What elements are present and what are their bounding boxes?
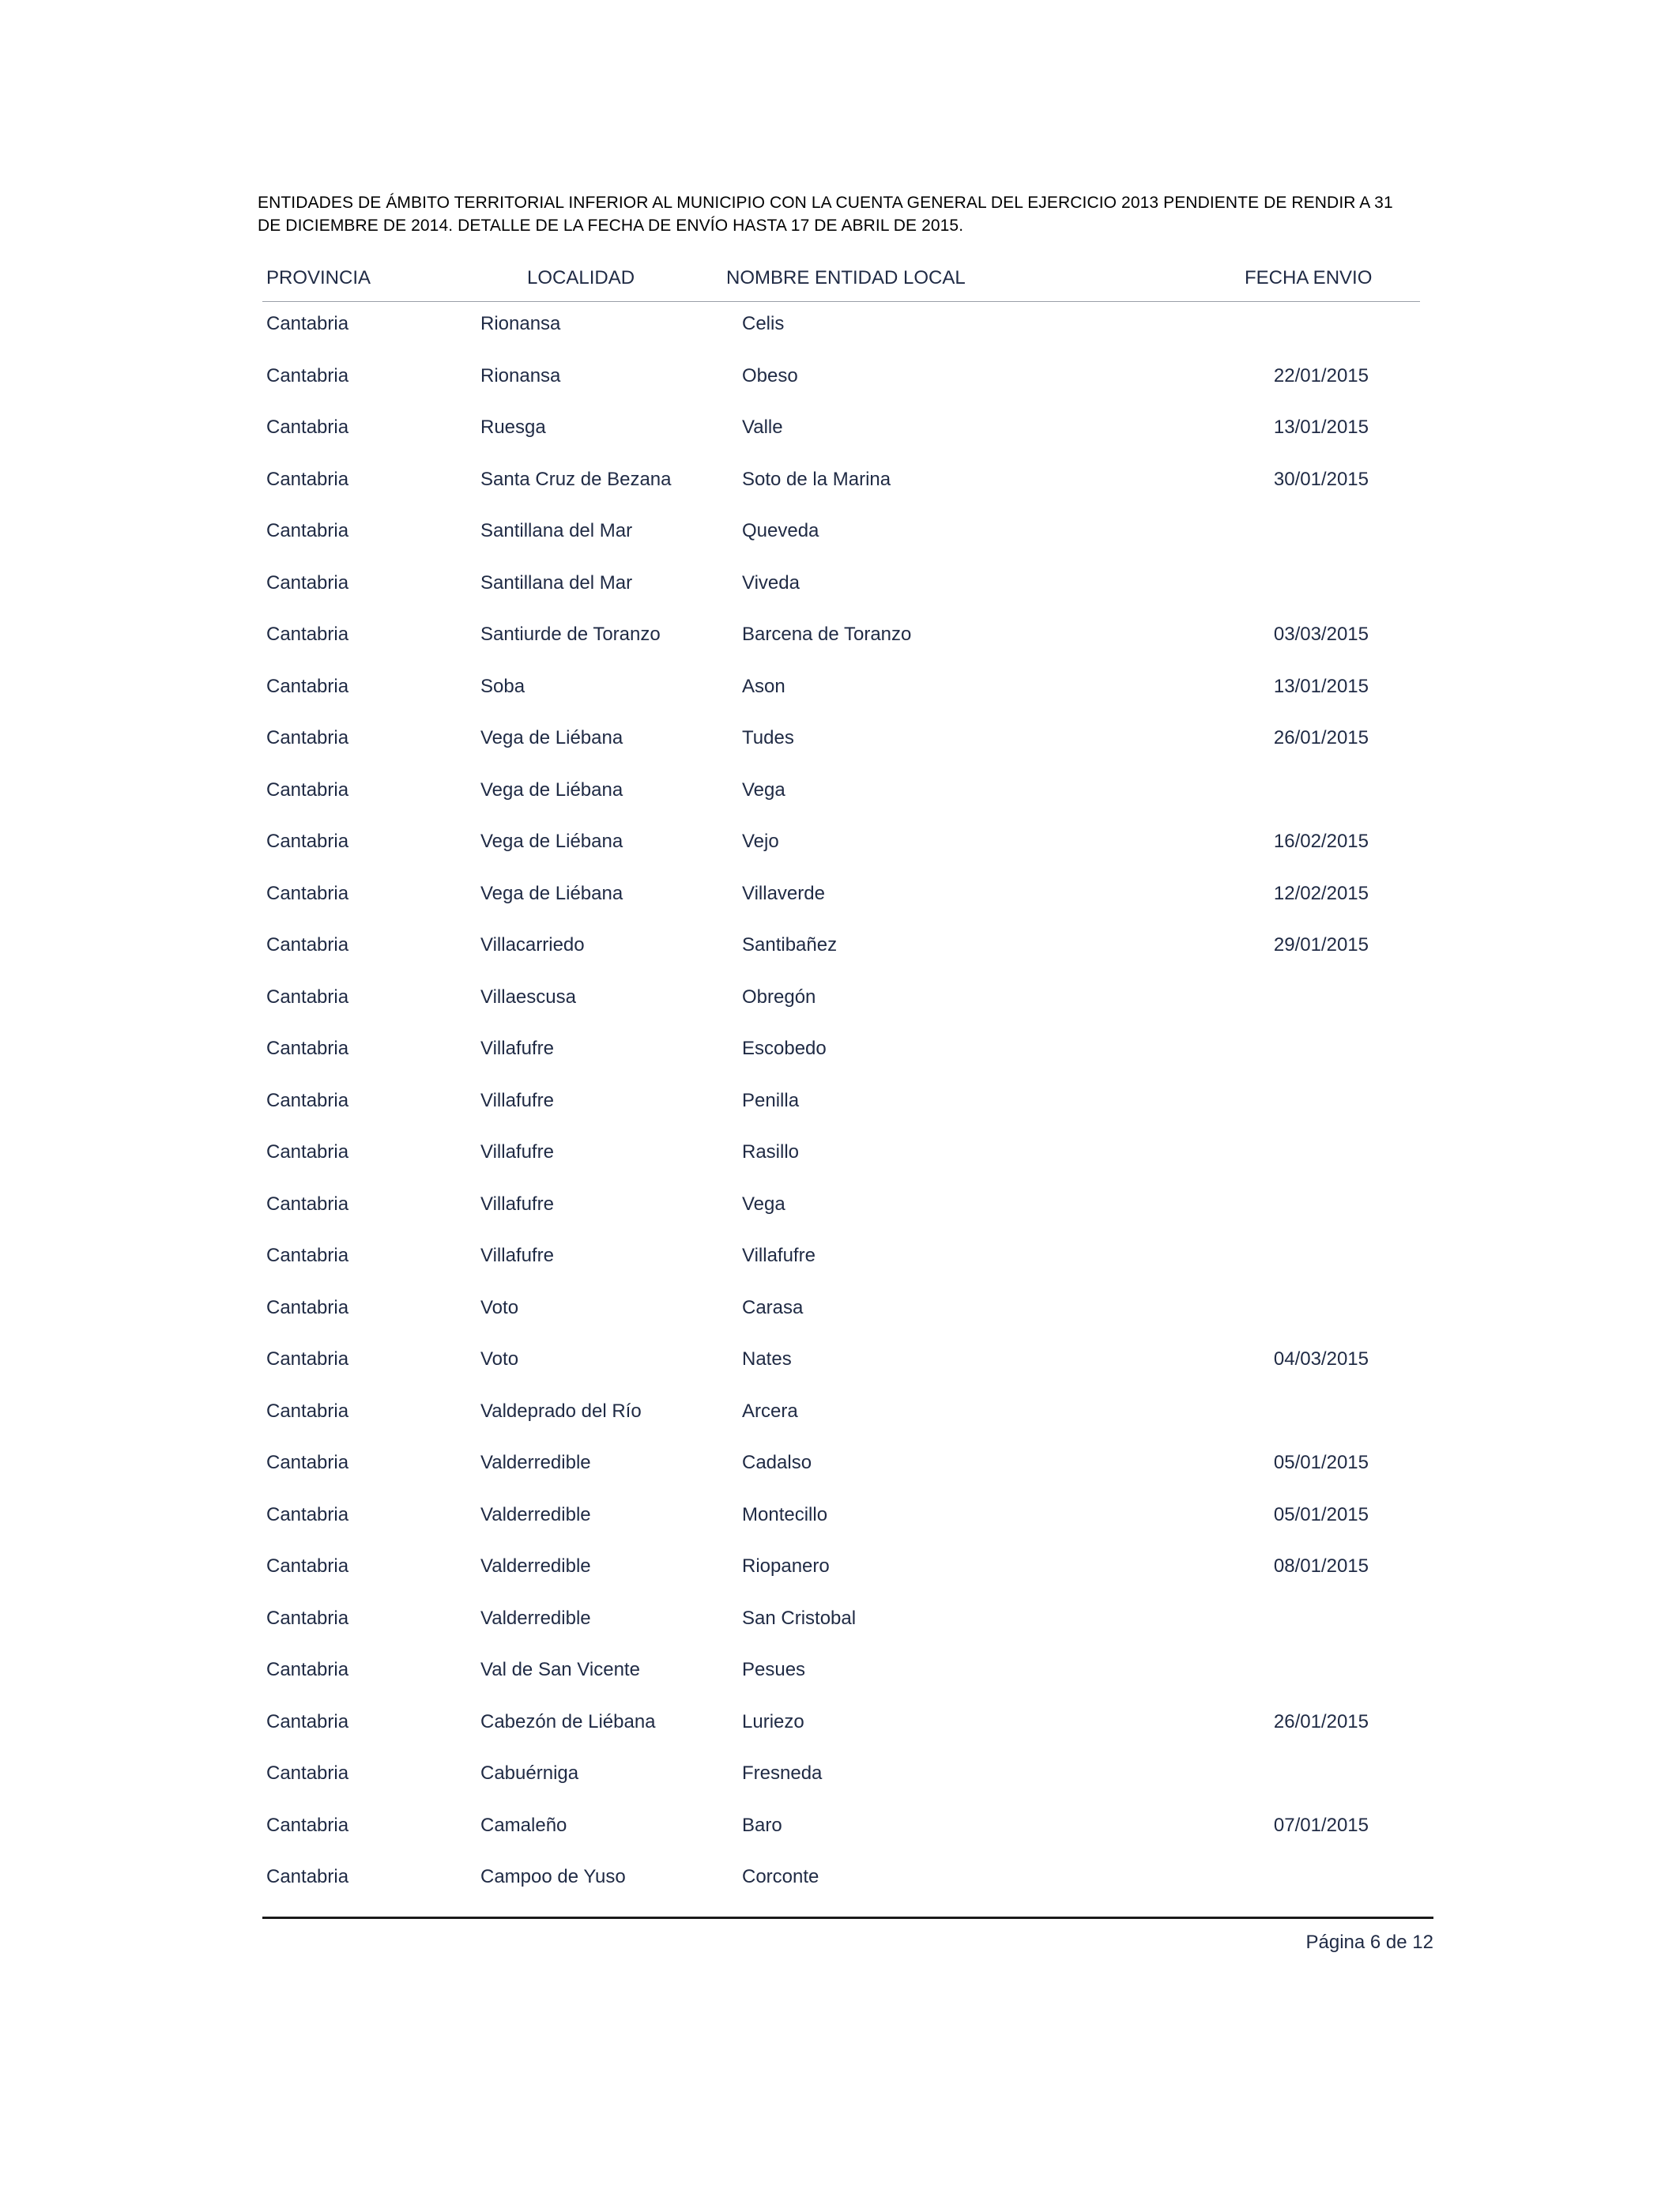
- heading-line-2: DE DICIEMBRE DE 2014. DETALLE DE LA FECHA DE ENVÍO HASTA 17 DE ABRIL DE 2015.: [258, 217, 964, 235]
- cell-fecha: 04/03/2015: [1273, 1348, 1369, 1370]
- table-row: [0, 1449, 1680, 1501]
- cell-provincia: Cantabria: [266, 1607, 349, 1629]
- cell-localidad: Villafufre: [480, 1141, 554, 1163]
- table-body: [0, 310, 1680, 1915]
- table-row: [0, 1863, 1680, 1915]
- cell-provincia: Cantabria: [266, 1089, 349, 1111]
- table-row: [0, 1138, 1680, 1190]
- cell-provincia: Cantabria: [266, 364, 349, 386]
- cell-localidad: Soba: [480, 675, 525, 697]
- column-header-entidad: NOMBRE ENTIDAD LOCAL: [726, 267, 966, 288]
- cell-fecha: 12/02/2015: [1273, 882, 1369, 904]
- cell-provincia: Cantabria: [266, 1400, 349, 1422]
- table-row: [0, 1345, 1680, 1397]
- cell-entidad: Vejo: [742, 831, 779, 852]
- cell-localidad: Vega de Liébana: [480, 727, 623, 748]
- table-row: [0, 827, 1680, 880]
- cell-fecha: 05/01/2015: [1273, 1452, 1369, 1473]
- cell-provincia: Cantabria: [266, 468, 349, 490]
- cell-localidad: Santiurde de Toranzo: [480, 624, 661, 645]
- cell-provincia: Cantabria: [266, 1245, 349, 1266]
- cell-provincia: Cantabria: [266, 1659, 349, 1680]
- cell-localidad: Cabezón de Liébana: [480, 1710, 656, 1732]
- cell-entidad: Luriezo: [742, 1710, 804, 1732]
- table-row: [0, 310, 1680, 362]
- cell-localidad: Valdeprado del Río: [480, 1400, 642, 1422]
- table-row: [0, 362, 1680, 414]
- table-row: [0, 466, 1680, 518]
- cell-localidad: Ruesga: [480, 417, 546, 438]
- cell-entidad: Fresneda: [742, 1762, 823, 1784]
- cell-localidad: Val de San Vicente: [480, 1659, 640, 1680]
- document-heading: [258, 191, 1427, 237]
- table-row: [0, 880, 1680, 932]
- cell-fecha: 16/02/2015: [1273, 831, 1369, 852]
- cell-localidad: Santa Cruz de Bezana: [480, 468, 672, 490]
- table-row: [0, 1501, 1680, 1553]
- table-row: [0, 1397, 1680, 1449]
- cell-entidad: Santibañez: [742, 934, 838, 956]
- cell-entidad: Pesues: [742, 1659, 806, 1680]
- table-row: [0, 1190, 1680, 1242]
- cell-entidad: Corconte: [742, 1866, 819, 1887]
- table-row: [0, 776, 1680, 828]
- cell-fecha: 30/01/2015: [1273, 468, 1369, 490]
- cell-entidad: Vega: [742, 778, 785, 801]
- cell-provincia: Cantabria: [266, 417, 349, 438]
- cell-fecha: 22/01/2015: [1273, 364, 1369, 386]
- cell-localidad: Campoo de Yuso: [480, 1866, 626, 1887]
- cell-entidad: Riopanero: [742, 1555, 830, 1577]
- table-row: [0, 1708, 1680, 1760]
- table-row: [0, 517, 1680, 569]
- cell-provincia: Cantabria: [266, 1038, 349, 1059]
- cell-provincia: Cantabria: [266, 1193, 349, 1215]
- cell-fecha: 07/01/2015: [1273, 1814, 1369, 1836]
- cell-localidad: Vega de Liébana: [480, 831, 623, 852]
- cell-provincia: Cantabria: [266, 1452, 349, 1473]
- cell-localidad: Villafufre: [480, 1245, 554, 1266]
- cell-entidad: Escobedo: [742, 1038, 827, 1059]
- table-row: [0, 1759, 1680, 1811]
- cell-localidad: Voto: [480, 1296, 519, 1318]
- cell-localidad: Valderredible: [480, 1503, 591, 1525]
- cell-localidad: Villafufre: [480, 1193, 554, 1215]
- cell-localidad: Valderredible: [480, 1607, 591, 1629]
- cell-entidad: Cadalso: [742, 1452, 812, 1473]
- cell-provincia: Cantabria: [266, 727, 349, 748]
- cell-localidad: Villafufre: [480, 1089, 554, 1111]
- cell-entidad: Obregón: [742, 986, 816, 1008]
- cell-localidad: Rionansa: [480, 313, 561, 334]
- cell-entidad: Carasa: [742, 1296, 804, 1318]
- table-row: [0, 1552, 1680, 1604]
- cell-localidad: Vega de Liébana: [480, 882, 623, 904]
- cell-provincia: Cantabria: [266, 986, 349, 1008]
- cell-localidad: Valderredible: [480, 1555, 591, 1577]
- cell-entidad: Baro: [742, 1814, 782, 1836]
- cell-provincia: Cantabria: [266, 1348, 349, 1370]
- cell-provincia: Cantabria: [266, 934, 349, 956]
- table-row: [0, 1656, 1680, 1708]
- cell-entidad: Villafufre: [742, 1245, 816, 1266]
- cell-entidad: Montecillo: [742, 1503, 828, 1525]
- cell-localidad: Villaescusa: [480, 986, 576, 1008]
- table-row: [0, 673, 1680, 725]
- cell-entidad: Tudes: [742, 727, 794, 748]
- cell-provincia: Cantabria: [266, 1296, 349, 1318]
- cell-fecha: 03/03/2015: [1273, 624, 1369, 645]
- table-row: [0, 1087, 1680, 1139]
- table-row: [0, 931, 1680, 983]
- cell-provincia: Cantabria: [266, 675, 349, 697]
- cell-entidad: Obeso: [742, 364, 798, 386]
- cell-fecha: 26/01/2015: [1273, 1710, 1369, 1732]
- cell-entidad: Nates: [742, 1348, 792, 1370]
- table-row: [0, 413, 1680, 466]
- cell-entidad: Barcena de Toranzo: [742, 624, 912, 645]
- cell-provincia: Cantabria: [266, 1141, 349, 1163]
- cell-provincia: Cantabria: [266, 1555, 349, 1577]
- cell-provincia: Cantabria: [266, 778, 349, 801]
- cell-entidad: Arcera: [742, 1400, 798, 1422]
- table-row: [0, 569, 1680, 621]
- cell-provincia: Cantabria: [266, 1814, 349, 1836]
- table-row: [0, 1242, 1680, 1294]
- cell-entidad: Viveda: [742, 571, 800, 594]
- cell-localidad: Rionansa: [480, 364, 561, 386]
- table-row: [0, 1811, 1680, 1864]
- cell-entidad: Villaverde: [742, 882, 825, 904]
- cell-localidad: Santillana del Mar: [480, 571, 633, 594]
- cell-entidad: Vega: [742, 1193, 785, 1215]
- table-row: [0, 1035, 1680, 1087]
- cell-provincia: Cantabria: [266, 1710, 349, 1732]
- cell-fecha: 13/01/2015: [1273, 417, 1369, 438]
- page-number: Página 6 de 12: [1305, 1932, 1433, 1953]
- cell-fecha: 13/01/2015: [1273, 675, 1369, 697]
- cell-provincia: Cantabria: [266, 520, 349, 541]
- header-divider: [262, 301, 1420, 302]
- cell-localidad: Cabuérniga: [480, 1762, 579, 1784]
- cell-entidad: Penilla: [742, 1089, 800, 1111]
- cell-entidad: Ason: [742, 675, 785, 697]
- cell-localidad: Santillana del Mar: [480, 520, 633, 541]
- cell-entidad: Queveda: [742, 520, 819, 541]
- cell-provincia: Cantabria: [266, 313, 349, 334]
- column-header-provincia: PROVINCIA: [266, 267, 371, 288]
- cell-fecha: 29/01/2015: [1273, 934, 1369, 956]
- cell-entidad: Valle: [742, 417, 783, 438]
- cell-fecha: 26/01/2015: [1273, 727, 1369, 748]
- cell-localidad: Vega de Liébana: [480, 778, 623, 801]
- cell-provincia: Cantabria: [266, 1503, 349, 1525]
- table-row: [0, 1294, 1680, 1346]
- cell-localidad: Camaleño: [480, 1814, 567, 1836]
- table-row: [0, 1604, 1680, 1657]
- column-header-localidad: LOCALIDAD: [527, 267, 635, 288]
- cell-entidad: San Cristobal: [742, 1607, 857, 1629]
- cell-provincia: Cantabria: [266, 1866, 349, 1887]
- footer-divider: [262, 1917, 1433, 1919]
- cell-localidad: Voto: [480, 1348, 519, 1370]
- cell-provincia: Cantabria: [266, 1762, 349, 1784]
- table-row: [0, 983, 1680, 1035]
- column-header-fecha: FECHA ENVIO: [1245, 267, 1373, 288]
- cell-provincia: Cantabria: [266, 831, 349, 852]
- cell-fecha: 05/01/2015: [1273, 1503, 1369, 1525]
- cell-localidad: Villafufre: [480, 1038, 554, 1059]
- cell-entidad: Celis: [742, 313, 785, 334]
- cell-entidad: Rasillo: [742, 1141, 800, 1163]
- cell-fecha: 08/01/2015: [1273, 1555, 1369, 1577]
- cell-entidad: Soto de la Marina: [742, 468, 891, 490]
- heading-line-1: ENTIDADES DE ÁMBITO TERRITORIAL INFERIOR AL MUNICIPIO CON LA CUENTA GENERAL DEL EJERCICIO 2013 PENDIENTE DE RENDIR A 31: [258, 194, 1393, 212]
- cell-provincia: Cantabria: [266, 571, 349, 594]
- table-row: [0, 620, 1680, 673]
- cell-localidad: Villacarriedo: [480, 934, 585, 956]
- cell-provincia: Cantabria: [266, 882, 349, 904]
- cell-localidad: Valderredible: [480, 1452, 591, 1473]
- cell-provincia: Cantabria: [266, 624, 349, 645]
- table-row: [0, 724, 1680, 776]
